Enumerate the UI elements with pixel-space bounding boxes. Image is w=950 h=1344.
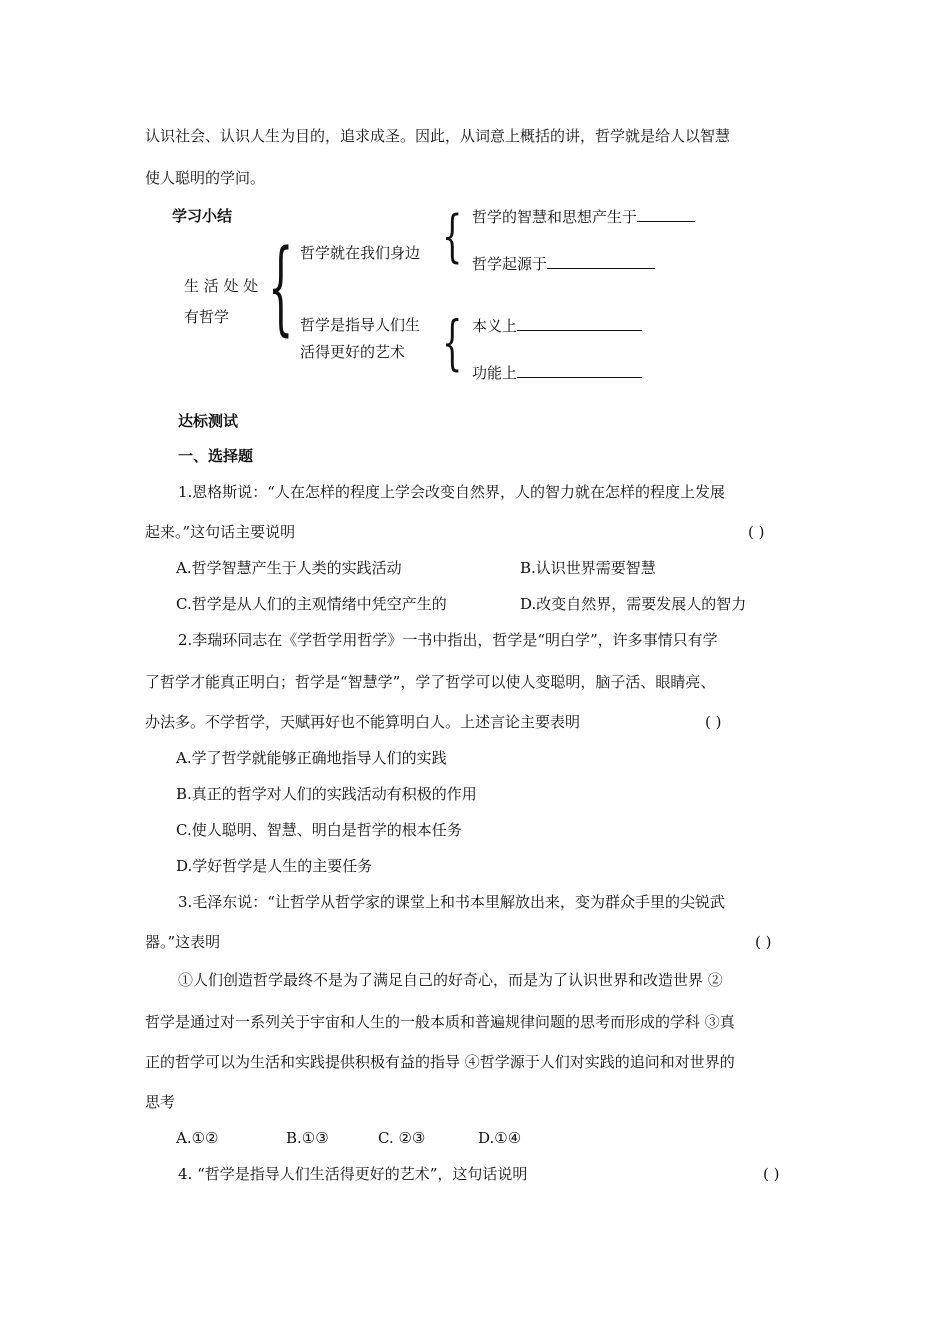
summary-root-line-2: 有哲学 [184, 308, 230, 326]
branch1-sub-2 [472, 254, 655, 274]
branch2-sub-2-text: 功能上 [472, 364, 518, 382]
q1-line-1: 1.恩格斯说：“人在怎样的程度上学会改变自然界，人的智力就在怎样的程度上发展 [178, 483, 725, 501]
branch2-sub-1-text: 本义上 [472, 317, 518, 335]
q2-option-a[interactable]: A.学了哲学就能够正确地指导人们的实践 [176, 749, 447, 767]
q2-line-1: 2.李瑞环同志在《学哲学用哲学》一书中指出，哲学是“明白学”，许多事情只有学 [178, 631, 718, 649]
test-heading: 达标测试 [178, 412, 239, 430]
q1-option-d[interactable]: D.改变自然界，需要发展人的智力 [520, 595, 747, 613]
summary-root-line-1: 生 活 处 处 [184, 277, 259, 295]
q3-option-a[interactable]: A.①② [176, 1129, 219, 1147]
q2-answer-paren[interactable]: ( ) [705, 713, 722, 731]
q2-line-2: 了哲学才能真正明白；哲学是“智慧学”，学了哲学可以使人变聪明，脑子活、眼睛亮、 [145, 673, 716, 691]
answer-blank[interactable] [637, 207, 695, 222]
q3-option-c[interactable]: C. ②③ [378, 1129, 426, 1147]
q3-option-b[interactable]: B.①③ [286, 1129, 329, 1147]
q2-option-d[interactable]: D.学好哲学是人生的主要任务 [176, 857, 373, 875]
q3-option-d[interactable]: D.①④ [478, 1129, 522, 1147]
q1-line-2: 起来。”这句话主要说明 [145, 523, 296, 541]
branch2-sub-2 [472, 363, 642, 383]
branch2-sub-1 [472, 316, 642, 336]
summary-heading: 学习小结 [172, 207, 233, 225]
q2-option-b[interactable]: B.真正的哲学对人们的实践活动有积极的作用 [176, 785, 477, 803]
q1-answer-paren[interactable]: ( ) [748, 523, 765, 541]
intro-line-2: 使人聪明的学问。 [145, 169, 266, 187]
root-brace: { [268, 230, 294, 348]
q3-line-2: 器。”这表明 [145, 933, 221, 951]
q3-statement-line-4: 思考 [145, 1093, 176, 1111]
intro-line-1: 认识社会、认识人生为目的，追求成圣。因此，从词意上概括的讲，哲学就是给人以智慧 [145, 127, 731, 145]
section-heading: 一、选择题 [178, 447, 254, 465]
answer-blank[interactable] [517, 316, 642, 331]
q4-line-1: 4. “哲学是指导人们生活得更好的艺术”，这句话说明 [178, 1165, 528, 1183]
branch1-label: 哲学就在我们身边 [300, 244, 421, 262]
q3-answer-paren[interactable]: ( ) [755, 933, 772, 951]
q3-statement-line-2: 哲学是通过对一系列关于宇宙和人生的一般本质和普遍规律问题的思考而形成的学科 ③真 [145, 1013, 735, 1031]
branch2-brace: { [442, 307, 463, 378]
branch1-brace: { [442, 202, 463, 270]
branch2-label-line-1: 哲学是指导人们生 [300, 316, 421, 334]
q3-statement-line-3: 正的哲学可以为生活和实践提供积极有益的指导 ④哲学源于人们对实践的追问和对世界的 [145, 1053, 735, 1071]
q1-option-a[interactable]: A.哲学智慧产生于人类的实践活动 [176, 559, 402, 577]
q2-line-3: 办法多。不学哲学，天赋再好也不能算明白人。上述言论主要表明 [145, 713, 581, 731]
branch1-sub-1-text: 哲学的智慧和思想产生于 [472, 208, 638, 226]
q4-answer-paren[interactable]: ( ) [763, 1165, 780, 1183]
q3-statement-line-1: ①人们创造哲学最终不是为了满足自己的好奇心，而是为了认识世界和改造世界 ② [178, 971, 723, 989]
branch1-sub-2-text: 哲学起源于 [472, 255, 548, 273]
answer-blank[interactable] [547, 254, 655, 269]
answer-blank[interactable] [517, 363, 642, 378]
branch1-sub-1 [472, 207, 695, 227]
q3-line-1: 3.毛泽东说：“让哲学从哲学家的课堂上和书本里解放出来，变为群众手里的尖锐武 [178, 893, 725, 911]
q2-option-c[interactable]: C.使人聪明、智慧、明白是哲学的根本任务 [176, 821, 462, 839]
branch2-label-line-2: 活得更好的艺术 [300, 343, 406, 361]
q1-option-b[interactable]: B.认识世界需要智慧 [520, 559, 656, 577]
q1-option-c[interactable]: C.哲学是从人们的主观情绪中凭空产生的 [176, 595, 447, 613]
